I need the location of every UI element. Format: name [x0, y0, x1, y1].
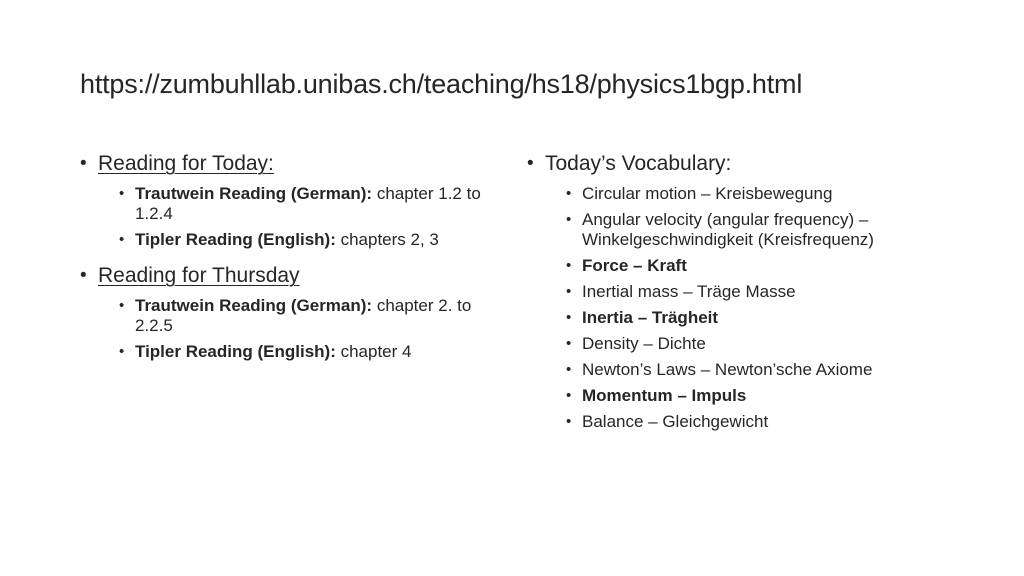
vocabulary-term: Newton’s Laws – Newton’sche Axiome: [582, 360, 873, 379]
bullet-icon: •: [566, 309, 572, 326]
vocabulary-item: [545, 210, 967, 250]
item-source: Trautwein Reading (German):: [135, 184, 373, 203]
vocabulary-term: Inertia – Trägheit: [582, 308, 719, 327]
bullet-icon: •: [119, 343, 125, 360]
section-heading: Reading for Today:: [98, 152, 274, 175]
left-column: [80, 150, 500, 362]
list-item: [98, 342, 500, 362]
vocabulary-term: Momentum – Impuls: [582, 386, 747, 405]
list-item: [98, 296, 500, 336]
list-item: [98, 184, 500, 224]
bullet-icon: •: [119, 231, 125, 248]
item-detail: chapter 4: [335, 342, 412, 361]
right-column: [527, 150, 967, 432]
vocabulary-term: Angular velocity (angular frequency) – Winkelgeschwindigkeit (Kreisfrequenz): [582, 210, 874, 249]
item-source: Trautwein Reading (German):: [135, 296, 373, 315]
section-reading-today: [80, 150, 500, 250]
vocabulary-item: [545, 256, 967, 276]
bullet-icon: •: [527, 153, 534, 174]
vocabulary-term: Circular motion – Kreisbewegung: [582, 184, 833, 203]
bullet-icon: •: [566, 185, 572, 202]
vocabulary-item: [545, 360, 967, 380]
vocabulary-item: [545, 282, 967, 302]
vocabulary-item: [545, 386, 967, 406]
bullet-icon: •: [566, 335, 572, 352]
vocabulary-term: Force – Kraft: [582, 256, 687, 275]
item-detail: chapter 2. to 2.2.5: [135, 296, 472, 335]
section-vocabulary: [527, 150, 967, 432]
section-heading: Reading for Thursday: [98, 264, 300, 287]
bullet-icon: •: [566, 257, 572, 274]
vocabulary-item: [545, 334, 967, 354]
vocabulary-item: [545, 308, 967, 328]
section-heading: Today’s Vocabulary:: [545, 152, 732, 175]
bullet-icon: •: [566, 361, 572, 378]
vocabulary-item: [545, 412, 967, 432]
vocabulary-list: [545, 184, 967, 432]
bullet-icon: •: [566, 387, 572, 404]
vocabulary-term: Balance – Gleichgewicht: [582, 412, 769, 431]
vocabulary-item: [545, 184, 967, 204]
bullet-icon: •: [566, 283, 572, 300]
item-detail: chapter 1.2 to 1.2.4: [135, 184, 481, 223]
item-source: Tipler Reading (English):: [135, 230, 336, 249]
bullet-icon: •: [566, 413, 572, 430]
bullet-icon: •: [119, 297, 125, 314]
bullet-icon: •: [119, 185, 125, 202]
list-item: [98, 230, 500, 250]
bullet-icon: •: [566, 211, 572, 228]
vocabulary-term: Inertial mass – Träge Masse: [582, 282, 796, 301]
section-reading-thursday: [80, 262, 500, 362]
item-detail: chapters 2, 3: [335, 230, 439, 249]
vocabulary-term: Density – Dichte: [582, 334, 706, 353]
item-source: Tipler Reading (English):: [135, 342, 336, 361]
bullet-icon: •: [80, 265, 87, 286]
bullet-icon: •: [80, 153, 87, 174]
slide-title: https://zumbuhllab.unibas.ch/teaching/hs18/physics1bgp.html: [80, 69, 803, 99]
